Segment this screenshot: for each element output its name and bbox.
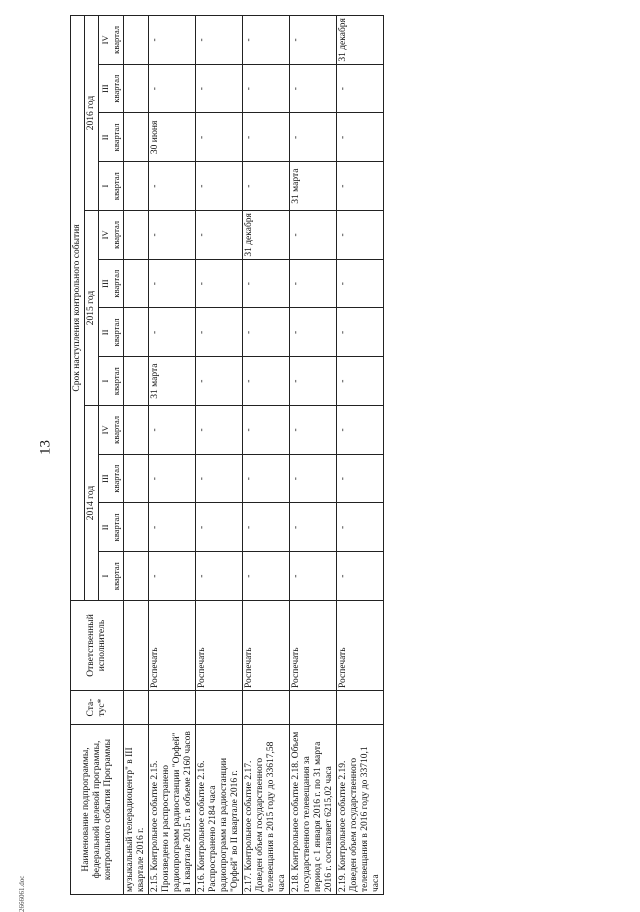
deadline-cell: - (149, 259, 196, 308)
deadline-cell: 31 декабря (337, 16, 384, 65)
quarter-header (99, 308, 124, 357)
deadline-cell: - (337, 406, 384, 455)
deadline-cell: - (149, 211, 196, 260)
deadline-cell: - (149, 454, 196, 503)
table-row (243, 16, 290, 895)
deadline-cell: - (243, 259, 290, 308)
deadline-cell: - (196, 64, 243, 113)
quarter-word: квартал (111, 123, 121, 152)
year-header: 2016 год (85, 16, 99, 211)
event-status (243, 691, 290, 725)
event-status (196, 691, 243, 725)
quarter-roman: III (100, 84, 110, 93)
quarter-roman: III (100, 279, 110, 288)
quarter-header (99, 16, 124, 65)
deadline-cell: - (196, 357, 243, 406)
quarter-header (99, 552, 124, 601)
quarter-roman: IV (100, 425, 110, 435)
deadline-cell: - (337, 503, 384, 552)
event-executor: Роспечать (290, 601, 337, 691)
quarter-word: квартал (111, 269, 121, 298)
quarter-word: квартал (111, 220, 121, 249)
quarter-roman: II (100, 329, 110, 336)
quarter-word: квартал (111, 513, 121, 542)
deadline-cell: 31 марта (149, 357, 196, 406)
deadline-cell: - (337, 162, 384, 211)
quarter-header (99, 503, 124, 552)
deadline-cell: - (243, 308, 290, 357)
quarter-roman: IV (100, 35, 110, 45)
deadline-cell: 30 июня (149, 113, 196, 162)
deadline-cell: - (243, 113, 290, 162)
deadline-cell: - (196, 113, 243, 162)
event-name: 2.18. Контрольное событие 2.18. Объем государственного телевещания за период с 1 января 2016 г. по 31 марта 2016 г. составляет 6215,02 часа (290, 725, 337, 895)
quarter-word: квартал (111, 367, 121, 396)
deadline-cell: - (337, 454, 384, 503)
deadline-cell: - (243, 552, 290, 601)
event-name: 2.15. Контрольное событие 2.15. Произведено и распространено радиопрограмм радиостанции "Орфей" в I квартале 2015 г. в объеме 2160 часов (149, 725, 196, 895)
header-executor: Ответственный исполнитель (71, 601, 124, 691)
table-row (337, 16, 384, 895)
quarter-header (99, 357, 124, 406)
quarter-word: квартал (111, 172, 121, 201)
deadline-cell: - (290, 211, 337, 260)
quarter-roman: IV (100, 230, 110, 240)
deadline-cell: 31 декабря (243, 211, 290, 260)
quarter-word: квартал (111, 74, 121, 103)
quarter-roman: II (100, 524, 110, 531)
deadline-cell: - (290, 503, 337, 552)
quarter-header (99, 454, 124, 503)
deadline-cell: - (337, 308, 384, 357)
quarter-header (99, 64, 124, 113)
deadline-cell: - (243, 406, 290, 455)
deadline-cell: - (196, 406, 243, 455)
header-deadline: Срок наступления контрольного события (71, 16, 85, 601)
quarter-roman: III (100, 474, 110, 483)
deadline-cell: - (243, 503, 290, 552)
event-status (290, 691, 337, 725)
deadline-cell: - (290, 16, 337, 65)
deadline-cell: - (243, 454, 290, 503)
control-events-table (70, 15, 384, 895)
header-status: Ста-тус* (71, 691, 124, 725)
quarter-header (99, 113, 124, 162)
deadline-cell: - (243, 162, 290, 211)
deadline-cell: - (337, 113, 384, 162)
deadline-cell: - (149, 162, 196, 211)
quarter-word: квартал (111, 464, 121, 493)
deadline-cell: - (337, 211, 384, 260)
deadline-cell: - (290, 64, 337, 113)
deadline-cell: - (196, 454, 243, 503)
deadline-cell: - (337, 552, 384, 601)
quarter-word: квартал (111, 25, 121, 54)
event-executor: Роспечать (243, 601, 290, 691)
deadline-cell: - (337, 259, 384, 308)
deadline-cell: - (149, 503, 196, 552)
deadline-cell: - (196, 16, 243, 65)
event-name: 2.17. Контрольное событие 2.17. Доведен объем государственного телевещания в 2015 году до 33617,58 часа (243, 725, 290, 895)
deadline-cell: - (149, 406, 196, 455)
deadline-cell: - (196, 259, 243, 308)
event-name: 2.19. Контрольное событие 2.19. Доведен объем государственного телевещания в 2016 году до 33710,1 часа (337, 725, 384, 895)
event-executor: Роспечать (196, 601, 243, 691)
deadline-cell: - (290, 357, 337, 406)
quarter-roman: II (100, 134, 110, 141)
deadline-cell: - (149, 16, 196, 65)
quarter-header (99, 259, 124, 308)
quarter-header (99, 406, 124, 455)
deadline-cell: - (337, 357, 384, 406)
deadline-cell: - (290, 113, 337, 162)
deadline-cell: - (243, 64, 290, 113)
table-row (149, 16, 196, 895)
deadline-cell: - (290, 259, 337, 308)
deadline-cell: - (149, 552, 196, 601)
table-body (124, 16, 384, 895)
deadline-cell: - (149, 64, 196, 113)
event-status (149, 691, 196, 725)
quarter-word: квартал (111, 562, 121, 591)
deadline-cell: - (290, 454, 337, 503)
deadline-cell: - (196, 308, 243, 357)
quarter-word: квартал (111, 318, 121, 347)
deadline-cell: - (243, 16, 290, 65)
deadline-cell: - (290, 406, 337, 455)
event-executor: Роспечать (149, 601, 196, 691)
deadline-cell: - (196, 162, 243, 211)
year-header: 2015 год (85, 211, 99, 406)
quarter-header (99, 211, 124, 260)
quarter-word: квартал (111, 415, 121, 444)
continuation-row (124, 16, 149, 895)
deadline-cell: - (149, 308, 196, 357)
deadline-cell: - (290, 552, 337, 601)
deadline-cell: - (337, 64, 384, 113)
table-row (196, 16, 243, 895)
deadline-cell: - (290, 308, 337, 357)
event-status (337, 691, 384, 725)
table-header (71, 16, 124, 895)
quarter-roman: I (100, 574, 110, 578)
quarter-header (99, 162, 124, 211)
deadline-cell: 31 марта (290, 162, 337, 211)
deadline-cell: - (243, 357, 290, 406)
event-name: 2.16. Контрольное событие 2.16. Распространено 2184 часа радиопрограмм на радиостанции "Орфей" во II квартале 2016 г. (196, 725, 243, 895)
footer-doc-code: 2666061.doc (18, 875, 26, 912)
continuation-text: музыкальный телерадиоцентр" в III квартале 2016 г. (124, 725, 149, 895)
rotated-table-container (70, 15, 500, 895)
quarter-roman: I (100, 379, 110, 383)
event-executor: Роспечать (337, 601, 384, 691)
deadline-cell: - (196, 503, 243, 552)
quarter-roman: I (100, 184, 110, 188)
deadline-cell: - (196, 552, 243, 601)
deadline-cell: - (196, 211, 243, 260)
table-row (290, 16, 337, 895)
page-number: 13 (37, 440, 54, 455)
year-header: 2014 год (85, 406, 99, 601)
header-name: Наименование подпрограммы, федеральной целевой программы, контрольного события Программы (71, 725, 124, 895)
